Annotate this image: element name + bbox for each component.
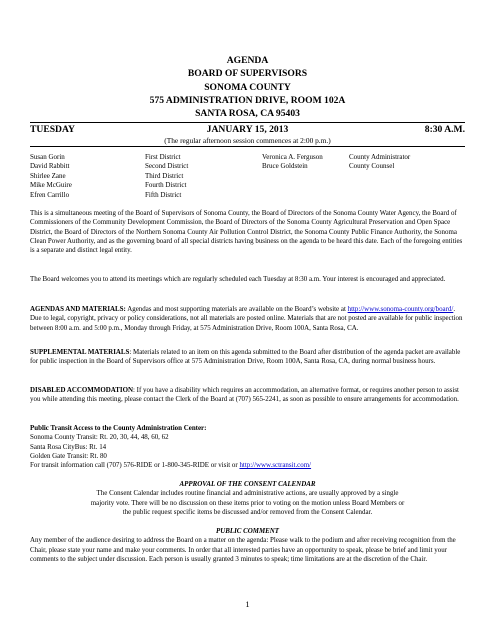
sctransit-link[interactable]: http://www.sctransit.com/: [239, 461, 312, 470]
supervisor-name: David Rabbitt: [30, 162, 70, 171]
disabled-accommodation-paragraph: DISABLED ACCOMMODATION: If you have a disability which requires an accommodation, an alternative format, or requires another person to assist you while attending this meeting, please contact the Clerk of the Board at (707) 565-2241, as soon as possible to ensure arrangements for accommodation.: [30, 386, 459, 404]
staff-titles: [349, 153, 410, 172]
header-title: AGENDA: [226, 55, 269, 66]
intro-paragraph: This is a simultaneous meeting of the Board of Supervisors of Sonoma County, the Board of Directors of the Sonoma County Water Agency, the Board of Commissioners of the Community Development Commission, the Board of Directors of the Sonoma County Agricultural Preservation and Open Space District, the Board of Directors of the Northern Sonoma County Air Pollution Control District, the Sonoma County Public Finance Authority, the Sonoma Clean Power Authority, and as the governing board of all special districts having business on the agenda to be heard this date. Each of the foregoing entities is a separate and distinct legal entity.: [30, 209, 463, 255]
supervisor-district: Fifth District: [145, 190, 182, 199]
consent-heading: APPROVAL OF THE CONSENT CALENDAR: [179, 480, 316, 488]
supplemental-heading: SUPPLEMENTAL MATERIALS: [30, 348, 130, 356]
supervisor-names: [30, 153, 72, 200]
transit-heading: Public Transit Access to the County Administration Center:: [30, 424, 207, 432]
staff-title: County Counsel: [349, 162, 395, 171]
transit-line: Santa Rosa CityBus: Rt. 14: [30, 442, 107, 451]
supervisor-district: First District: [145, 153, 181, 161]
agenda-header: [0, 54, 495, 120]
staff-name: Bruce Goldstein: [262, 162, 308, 171]
header-board: BOARD OF SUPERVISORS: [187, 68, 308, 80]
supervisor-name: Shirlee Zane: [30, 171, 66, 180]
transit-section: [30, 424, 465, 471]
header-city: SANTA ROSA, CA 95403: [195, 108, 300, 120]
supervisor-name: Mike McGuire: [30, 181, 72, 190]
agendas-materials-paragraph: AGENDAS AND MATERIALS: Agendas and most supporting materials are available on the Board’s website at http://www.sonoma-county.org/board/. Due to legal, copyright, privacy or policy considerations, not all materials are posted online. Materials that are not posted are available for public inspection between 8:00 a.m. and 5:00 p.m., Monday through Friday, at 575 Administration Drive, Room 100A, Santa Rosa, CA.: [30, 305, 463, 332]
supervisor-name: Efren Carrillo: [30, 190, 70, 199]
staff-name: Veronica A. Ferguson: [262, 153, 323, 161]
divider-top: [30, 122, 465, 123]
staff-names: [262, 153, 323, 172]
supervisor-district: Fourth District: [145, 181, 187, 190]
supervisor-district: Third District: [145, 171, 184, 180]
transit-line: Golden Gate Transit: Rt. 80: [30, 452, 107, 461]
welcome-paragraph: The Board welcomes you to attend its meetings which are regularly scheduled each Tuesday at 8:30 a.m. Your interest is encouraged and appreciated.: [30, 275, 446, 283]
meeting-day: TUESDAY: [30, 124, 75, 135]
supervisor-district: Second District: [145, 162, 189, 171]
supervisor-districts: [145, 153, 188, 200]
page-number: 1: [245, 599, 250, 609]
divider-bottom: [30, 146, 465, 147]
supplemental-paragraph: SUPPLEMENTAL MATERIALS: Materials related to an item on this agenda submitted to the Board after distribution of the agenda packet are available for public inspection in the Board of Supervisors office at 575 Administration Drive, Room 100A, Santa Rosa, CA, during normal business hours.: [30, 348, 461, 366]
header-address: 575 ADMINISTRATION DRIVE, ROOM 102A: [149, 94, 346, 106]
public-comment-heading: PUBLIC COMMENT: [215, 527, 280, 535]
public-comment-section: PUBLIC COMMENT Any member of the audience desiring to address the Board on a matter on the agenda: Please walk to the podium and after receiving recognition from the Chair, please state your name and make your comments. In order that all interested parties have an opportunity to speak, please be brief and limit your comments to the subject under discussion. Each person is usually granted 3 minutes to speak; time limitations are at the discretion of the Chair.: [30, 527, 465, 564]
meeting-date: JANUARY 15, 2013: [206, 124, 289, 135]
header-county: SONOMA COUNTY: [204, 81, 291, 93]
staff-title: County Administrator: [349, 153, 411, 161]
meeting-time: 8:30 A.M.: [424, 124, 465, 135]
supervisor-name: Susan Gorin: [30, 153, 65, 161]
afternoon-session-note: (The regular afternoon session commences at 2:00 p.m.): [164, 136, 331, 145]
consent-calendar-section: APPROVAL OF THE CONSENT CALENDAR The Consent Calendar includes routine financial and administrative actions, are usually approved by a single majority vote. There will be no discussion on these items prior to voting on the motion unless Board Members or the public request specific items be discussed and/or removed from the Consent Calendar.: [30, 480, 465, 517]
transit-line: Sonoma County Transit: Rt. 20, 30, 44, 48, 60, 62: [30, 433, 169, 442]
disabled-heading: DISABLED ACCOMMODATION: [30, 386, 133, 394]
board-website-link[interactable]: http://www.sonoma-county.org/board/: [347, 305, 454, 313]
transit-info: For transit information call (707) 576-RIDE or 1-800-345-RIDE or visit or: [30, 461, 240, 470]
agendas-heading: AGENDAS AND MATERIALS:: [30, 305, 126, 313]
